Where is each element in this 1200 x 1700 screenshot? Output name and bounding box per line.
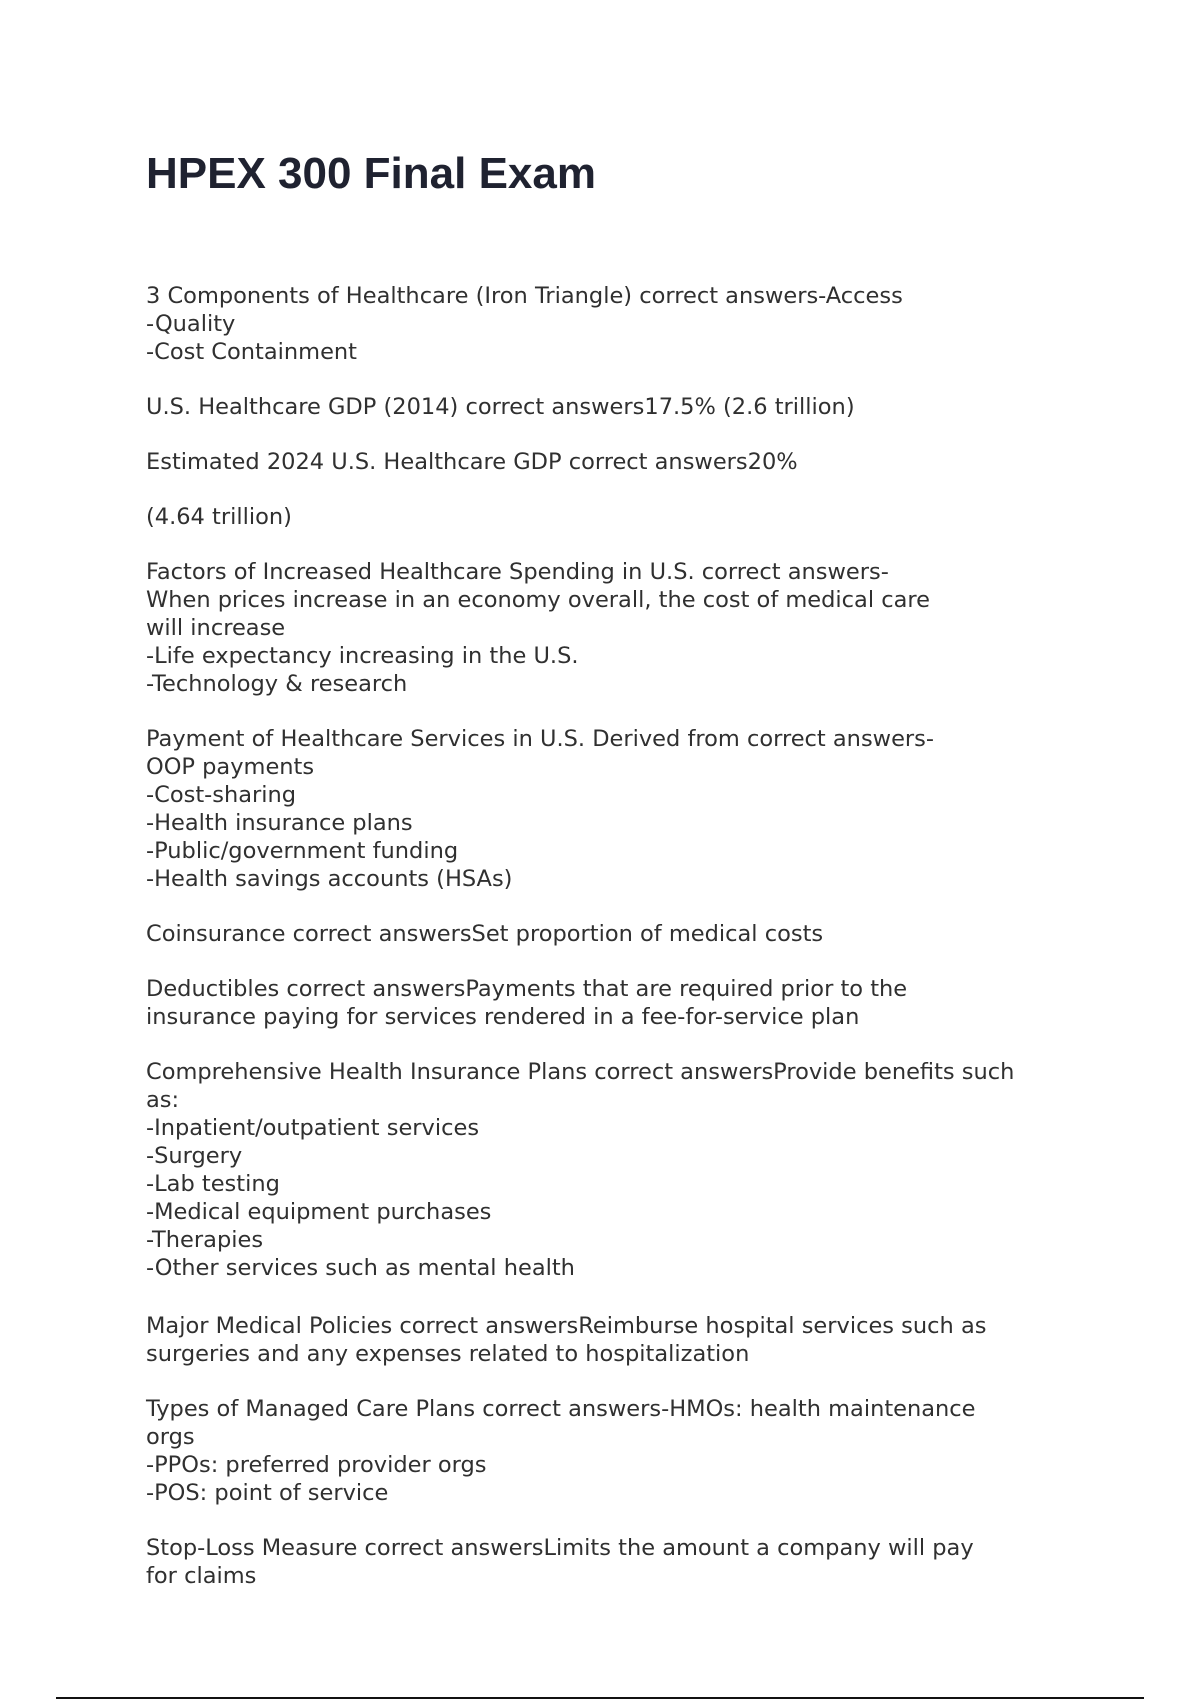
entry-line: -Medical equipment purchases	[146, 1199, 492, 1225]
entry-line: -Health insurance plans	[146, 810, 413, 836]
entry-line: OOP payments	[146, 754, 315, 780]
entry-line: as:	[146, 1087, 180, 1113]
entry-line: orgs	[146, 1424, 195, 1450]
entry-line: -Inpatient/outpatient services	[146, 1115, 480, 1141]
entry-line: U.S. Healthcare GDP (2014) correct answers17.5% (2.6 trillion)	[146, 394, 855, 420]
entry-line: Payment of Healthcare Services in U.S. Derived from correct answers-	[146, 726, 935, 752]
entry-line: -Health savings accounts (HSAs)	[146, 866, 513, 892]
entry-line: Major Medical Policies correct answersReimburse hospital services such as	[146, 1313, 987, 1339]
entry-line: -Cost Containment	[146, 339, 357, 365]
entry-line: -Quality	[146, 311, 236, 337]
entry-line: -PPOs: preferred provider orgs	[146, 1452, 487, 1478]
qa-entry	[146, 558, 1086, 698]
qa-entry	[146, 1058, 1086, 1282]
entry-line: Estimated 2024 U.S. Healthcare GDP correct answers20%	[146, 449, 798, 475]
entry-line: -Surgery	[146, 1143, 243, 1169]
entry-line: will increase	[146, 615, 286, 641]
entry-line: (4.64 trillion)	[146, 504, 292, 530]
entry-line: -Cost-sharing	[146, 782, 297, 808]
qa-entry	[146, 503, 1086, 531]
qa-entry	[146, 975, 1086, 1031]
entry-line: Factors of Increased Healthcare Spending in U.S. correct answers-	[146, 559, 889, 585]
entry-line: 3 Components of Healthcare (Iron Triangle) correct answers-Access	[146, 283, 903, 309]
qa-entry	[146, 393, 1086, 421]
qa-entry	[146, 1534, 1086, 1590]
entry-line: Coinsurance correct answersSet proportion of medical costs	[146, 921, 824, 947]
entry-line: -Lab testing	[146, 1171, 280, 1197]
entry-line: -Other services such as mental health	[146, 1255, 575, 1281]
footer-divider	[56, 1697, 1144, 1699]
entry-line: Stop-Loss Measure correct answersLimits the amount a company will pay	[146, 1535, 974, 1561]
qa-entry	[146, 1312, 1086, 1368]
entry-line: Deductibles correct answersPayments that are required prior to the	[146, 976, 908, 1002]
entry-line: Comprehensive Health Insurance Plans correct answersProvide benefits such	[146, 1059, 1015, 1085]
entry-line: -POS: point of service	[146, 1480, 389, 1506]
entry-line: for claims	[146, 1563, 257, 1589]
entry-line: -Technology & research	[146, 671, 408, 697]
entry-line: -Public/government funding	[146, 838, 459, 864]
page-title: HPEX 300 Final Exam	[146, 149, 596, 198]
entry-line: -Therapies	[146, 1227, 264, 1253]
entry-line: Types of Managed Care Plans correct answers-HMOs: health maintenance	[146, 1396, 976, 1422]
entry-line: insurance paying for services rendered in a fee-for-service plan	[146, 1004, 860, 1030]
entry-line: surgeries and any expenses related to hospitalization	[146, 1341, 750, 1367]
qa-entry	[146, 1395, 1086, 1507]
qa-entry	[146, 920, 1086, 948]
qa-entry	[146, 448, 1086, 476]
entry-line: -Life expectancy increasing in the U.S.	[146, 643, 579, 669]
qa-entry	[146, 725, 1086, 893]
qa-list	[146, 282, 1086, 1590]
qa-entry	[146, 282, 1086, 366]
entry-line: When prices increase in an economy overall, the cost of medical care	[146, 587, 931, 613]
